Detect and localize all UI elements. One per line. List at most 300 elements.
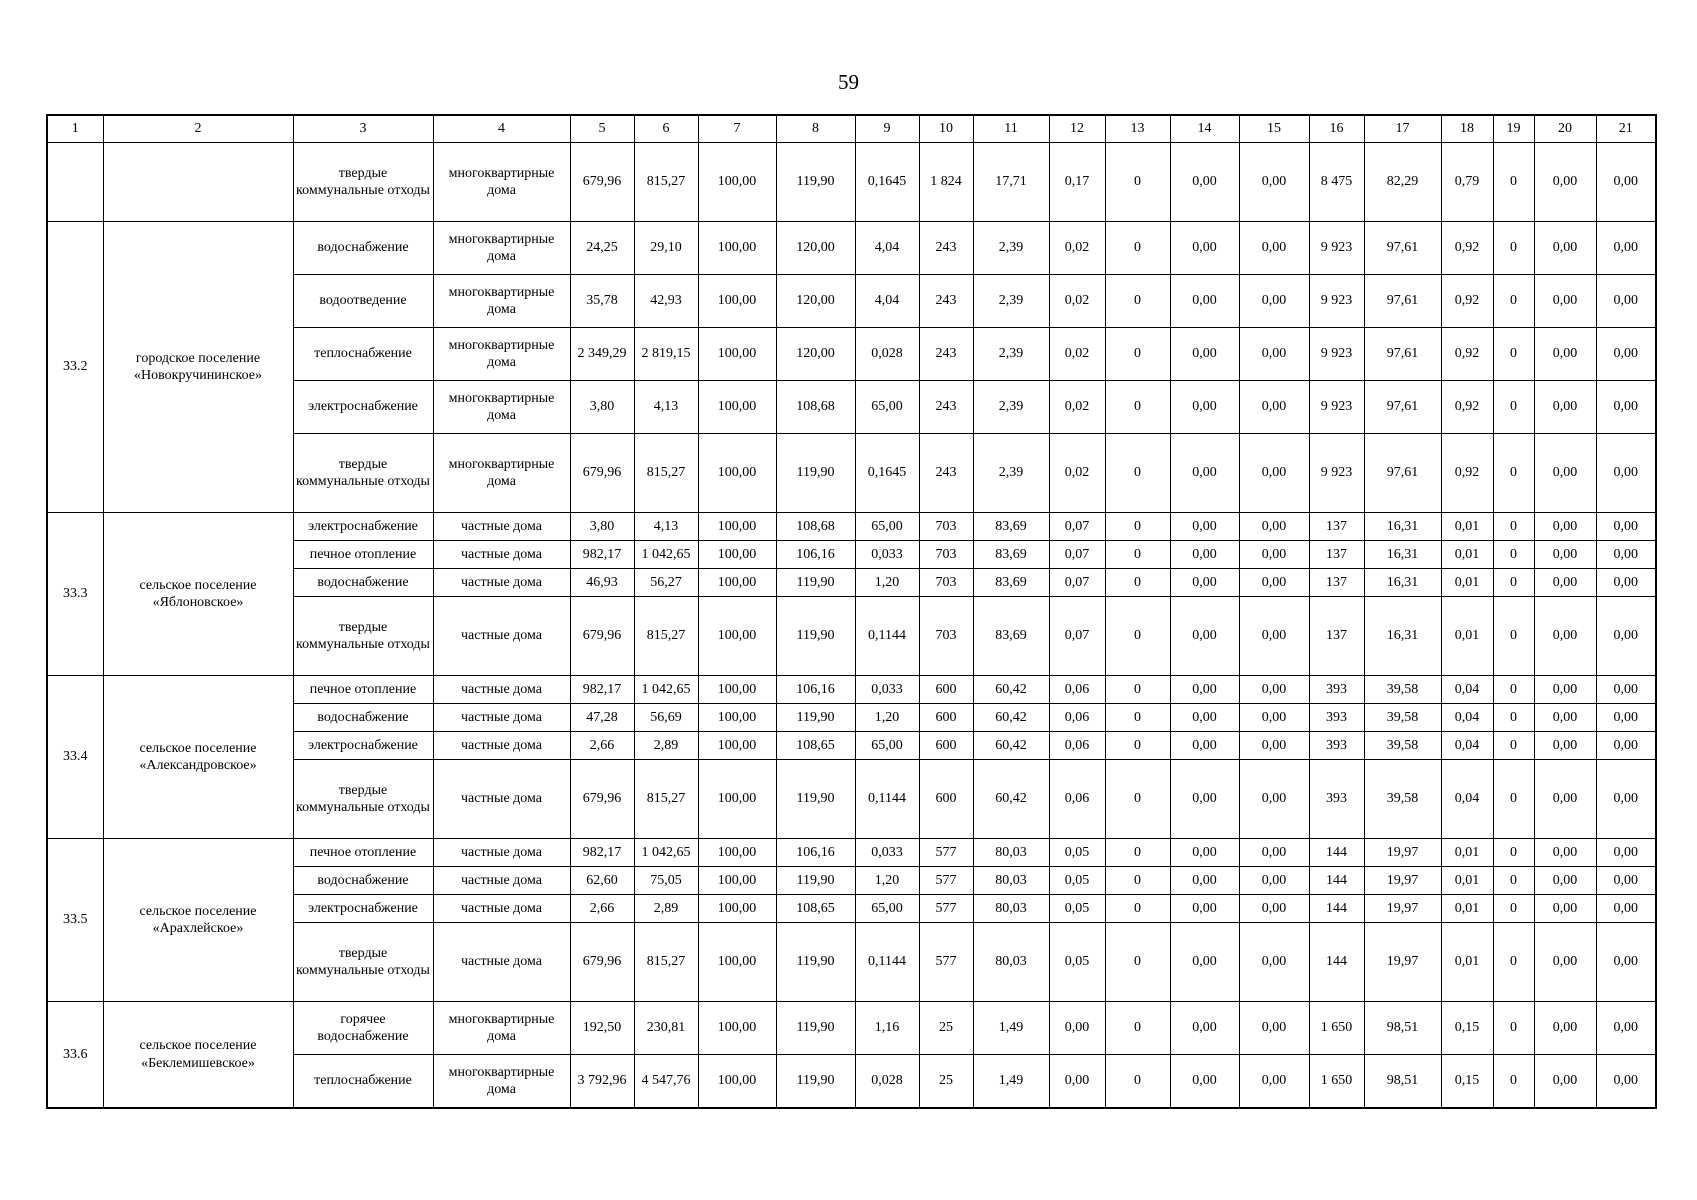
- value-cell: 0,00: [1239, 839, 1309, 867]
- housing-type-cell: частные дома: [433, 704, 570, 732]
- value-cell: 19,97: [1364, 895, 1441, 923]
- value-cell: 0: [1493, 676, 1534, 704]
- value-cell: 0: [1493, 597, 1534, 676]
- value-cell: 0,06: [1049, 704, 1105, 732]
- value-cell: 119,90: [776, 760, 855, 839]
- value-cell: 2,66: [570, 732, 634, 760]
- value-cell: 0,00: [1239, 541, 1309, 569]
- value-cell: 0: [1493, 732, 1534, 760]
- value-cell: 19,97: [1364, 923, 1441, 1002]
- value-cell: 100,00: [698, 760, 776, 839]
- column-number-cell: 18: [1441, 115, 1493, 143]
- housing-type-cell: многоквартирные дома: [433, 434, 570, 513]
- value-cell: 0,00: [1534, 704, 1596, 732]
- value-cell: 100,00: [698, 328, 776, 381]
- value-cell: 679,96: [570, 434, 634, 513]
- value-cell: 75,05: [634, 867, 698, 895]
- value-cell: 144: [1309, 867, 1364, 895]
- value-cell: 1 042,65: [634, 839, 698, 867]
- value-cell: 100,00: [698, 513, 776, 541]
- value-cell: 0,00: [1534, 676, 1596, 704]
- value-cell: 119,90: [776, 569, 855, 597]
- value-cell: 0,07: [1049, 541, 1105, 569]
- value-cell: 393: [1309, 676, 1364, 704]
- value-cell: 0,00: [1534, 1055, 1596, 1109]
- service-type-cell: электроснабжение: [293, 513, 433, 541]
- value-cell: 0,01: [1441, 839, 1493, 867]
- value-cell: 0: [1493, 222, 1534, 275]
- value-cell: 0,00: [1239, 676, 1309, 704]
- column-number-cell: 19: [1493, 115, 1534, 143]
- row-code-cell: 33.2: [47, 222, 103, 513]
- value-cell: 100,00: [698, 839, 776, 867]
- value-cell: 0,033: [855, 541, 919, 569]
- value-cell: 0: [1105, 275, 1170, 328]
- value-cell: 108,65: [776, 732, 855, 760]
- column-number-cell: 7: [698, 115, 776, 143]
- housing-type-cell: многоквартирные дома: [433, 1002, 570, 1055]
- value-cell: 0,01: [1441, 923, 1493, 1002]
- column-number-row: [47, 115, 1656, 143]
- value-cell: 0,92: [1441, 381, 1493, 434]
- value-cell: 97,61: [1364, 275, 1441, 328]
- housing-type-cell: многоквартирные дома: [433, 328, 570, 381]
- value-cell: 80,03: [973, 923, 1049, 1002]
- column-number-cell: 1: [47, 115, 103, 143]
- value-cell: 0,01: [1441, 597, 1493, 676]
- value-cell: 815,27: [634, 434, 698, 513]
- column-number-cell: 20: [1534, 115, 1596, 143]
- value-cell: 0,00: [1239, 867, 1309, 895]
- value-cell: 0,00: [1170, 222, 1239, 275]
- value-cell: 100,00: [698, 732, 776, 760]
- value-cell: 0,05: [1049, 839, 1105, 867]
- value-cell: 0: [1493, 895, 1534, 923]
- service-type-cell: теплоснабжение: [293, 328, 433, 381]
- value-cell: 0,00: [1170, 732, 1239, 760]
- value-cell: 100,00: [698, 381, 776, 434]
- value-cell: 0: [1493, 513, 1534, 541]
- value-cell: 0,00: [1534, 923, 1596, 1002]
- value-cell: 0,00: [1596, 895, 1656, 923]
- value-cell: 0: [1105, 143, 1170, 222]
- value-cell: 0,04: [1441, 760, 1493, 839]
- value-cell: 0: [1493, 1055, 1534, 1109]
- value-cell: 4 547,76: [634, 1055, 698, 1109]
- value-cell: 65,00: [855, 895, 919, 923]
- value-cell: 39,58: [1364, 732, 1441, 760]
- value-cell: 0,00: [1170, 328, 1239, 381]
- value-cell: 982,17: [570, 839, 634, 867]
- value-cell: 17,71: [973, 143, 1049, 222]
- value-cell: 703: [919, 569, 973, 597]
- housing-type-cell: многоквартирные дома: [433, 1055, 570, 1109]
- value-cell: 0,00: [1534, 328, 1596, 381]
- value-cell: 2,39: [973, 381, 1049, 434]
- housing-type-cell: многоквартирные дома: [433, 275, 570, 328]
- value-cell: 100,00: [698, 143, 776, 222]
- value-cell: 83,69: [973, 597, 1049, 676]
- value-cell: 679,96: [570, 597, 634, 676]
- column-number-cell: 10: [919, 115, 973, 143]
- value-cell: 0,04: [1441, 704, 1493, 732]
- value-cell: 119,90: [776, 867, 855, 895]
- value-cell: 2,39: [973, 275, 1049, 328]
- value-cell: 0,00: [1596, 867, 1656, 895]
- value-cell: 100,00: [698, 923, 776, 1002]
- value-cell: 0: [1105, 867, 1170, 895]
- value-cell: 0,00: [1049, 1002, 1105, 1055]
- value-cell: 0: [1493, 1002, 1534, 1055]
- value-cell: 0: [1105, 513, 1170, 541]
- value-cell: 0: [1493, 839, 1534, 867]
- value-cell: 0: [1493, 143, 1534, 222]
- value-cell: 0,02: [1049, 222, 1105, 275]
- column-number-cell: 13: [1105, 115, 1170, 143]
- housing-type-cell: частные дома: [433, 676, 570, 704]
- value-cell: 982,17: [570, 541, 634, 569]
- value-cell: 393: [1309, 732, 1364, 760]
- value-cell: 119,90: [776, 143, 855, 222]
- value-cell: 0,00: [1170, 923, 1239, 1002]
- service-type-cell: твердые коммунальные отходы: [293, 434, 433, 513]
- value-cell: 0,00: [1534, 381, 1596, 434]
- value-cell: 679,96: [570, 923, 634, 1002]
- value-cell: 83,69: [973, 513, 1049, 541]
- value-cell: 0,00: [1534, 1002, 1596, 1055]
- value-cell: 0,02: [1049, 328, 1105, 381]
- value-cell: 19,97: [1364, 867, 1441, 895]
- housing-type-cell: частные дома: [433, 569, 570, 597]
- settlement-name-cell: [103, 143, 293, 222]
- value-cell: 4,04: [855, 222, 919, 275]
- value-cell: 0,00: [1239, 1055, 1309, 1109]
- value-cell: 97,61: [1364, 222, 1441, 275]
- value-cell: 0,00: [1170, 1002, 1239, 1055]
- value-cell: 0,1144: [855, 923, 919, 1002]
- value-cell: 0,00: [1534, 760, 1596, 839]
- value-cell: 97,61: [1364, 328, 1441, 381]
- value-cell: 0,00: [1170, 839, 1239, 867]
- value-cell: 4,13: [634, 381, 698, 434]
- value-cell: 0,028: [855, 328, 919, 381]
- value-cell: 0: [1105, 732, 1170, 760]
- value-cell: 60,42: [973, 676, 1049, 704]
- value-cell: 0,00: [1596, 143, 1656, 222]
- table-row: [47, 513, 1656, 541]
- service-type-cell: твердые коммунальные отходы: [293, 760, 433, 839]
- service-type-cell: печное отопление: [293, 839, 433, 867]
- value-cell: 0,01: [1441, 895, 1493, 923]
- value-cell: 0,00: [1596, 434, 1656, 513]
- column-number-cell: 14: [1170, 115, 1239, 143]
- value-cell: 0,00: [1596, 569, 1656, 597]
- value-cell: 100,00: [698, 704, 776, 732]
- value-cell: 98,51: [1364, 1002, 1441, 1055]
- value-cell: 56,27: [634, 569, 698, 597]
- value-cell: 25: [919, 1055, 973, 1109]
- value-cell: 393: [1309, 760, 1364, 839]
- value-cell: 0,00: [1170, 541, 1239, 569]
- value-cell: 0,00: [1534, 541, 1596, 569]
- value-cell: 0,00: [1534, 569, 1596, 597]
- value-cell: 2,39: [973, 222, 1049, 275]
- value-cell: 0,01: [1441, 569, 1493, 597]
- value-cell: 0,1144: [855, 597, 919, 676]
- value-cell: 0,00: [1170, 676, 1239, 704]
- value-cell: 703: [919, 541, 973, 569]
- value-cell: 83,69: [973, 569, 1049, 597]
- value-cell: 0: [1105, 328, 1170, 381]
- value-cell: 0: [1493, 760, 1534, 839]
- value-cell: 393: [1309, 704, 1364, 732]
- value-cell: 80,03: [973, 895, 1049, 923]
- value-cell: 0,00: [1534, 222, 1596, 275]
- value-cell: 243: [919, 222, 973, 275]
- value-cell: 3 792,96: [570, 1055, 634, 1109]
- value-cell: 0,15: [1441, 1055, 1493, 1109]
- value-cell: 0,01: [1441, 867, 1493, 895]
- column-number-cell: 16: [1309, 115, 1364, 143]
- settlement-name-cell: сельское поселение «Беклемишевское»: [103, 1002, 293, 1109]
- value-cell: 0,00: [1534, 143, 1596, 222]
- table-row: [47, 143, 1656, 222]
- value-cell: 100,00: [698, 1002, 776, 1055]
- value-cell: 0,00: [1596, 513, 1656, 541]
- value-cell: 577: [919, 923, 973, 1002]
- value-cell: 100,00: [698, 541, 776, 569]
- value-cell: 0,00: [1534, 434, 1596, 513]
- value-cell: 0: [1493, 923, 1534, 1002]
- value-cell: 0,1144: [855, 760, 919, 839]
- value-cell: 0,01: [1441, 513, 1493, 541]
- value-cell: 106,16: [776, 676, 855, 704]
- column-number-cell: 2: [103, 115, 293, 143]
- value-cell: 0,00: [1239, 895, 1309, 923]
- value-cell: 120,00: [776, 328, 855, 381]
- value-cell: 97,61: [1364, 434, 1441, 513]
- value-cell: 0,00: [1534, 895, 1596, 923]
- value-cell: 1,49: [973, 1055, 1049, 1109]
- table-row: [47, 839, 1656, 867]
- settlement-name-cell: сельское поселение «Арахлейское»: [103, 839, 293, 1002]
- value-cell: 137: [1309, 541, 1364, 569]
- value-cell: 62,60: [570, 867, 634, 895]
- service-type-cell: твердые коммунальные отходы: [293, 143, 433, 222]
- value-cell: 1,20: [855, 867, 919, 895]
- value-cell: 1 042,65: [634, 541, 698, 569]
- value-cell: 39,58: [1364, 676, 1441, 704]
- value-cell: 100,00: [698, 569, 776, 597]
- housing-type-cell: частные дома: [433, 867, 570, 895]
- value-cell: 98,51: [1364, 1055, 1441, 1109]
- value-cell: 1,16: [855, 1002, 919, 1055]
- value-cell: 0,00: [1596, 839, 1656, 867]
- value-cell: 42,93: [634, 275, 698, 328]
- column-number-cell: 9: [855, 115, 919, 143]
- value-cell: 0,00: [1239, 143, 1309, 222]
- column-number-cell: 11: [973, 115, 1049, 143]
- value-cell: 100,00: [698, 597, 776, 676]
- value-cell: 577: [919, 839, 973, 867]
- value-cell: 0,00: [1596, 381, 1656, 434]
- value-cell: 2,89: [634, 895, 698, 923]
- value-cell: 679,96: [570, 760, 634, 839]
- value-cell: 0,00: [1170, 381, 1239, 434]
- value-cell: 0: [1105, 1055, 1170, 1109]
- value-cell: 9 923: [1309, 434, 1364, 513]
- value-cell: 243: [919, 275, 973, 328]
- value-cell: 0,033: [855, 839, 919, 867]
- value-cell: 0,02: [1049, 381, 1105, 434]
- value-cell: 19,97: [1364, 839, 1441, 867]
- value-cell: 0,00: [1596, 597, 1656, 676]
- row-code-cell: 33.6: [47, 1002, 103, 1109]
- value-cell: 0,00: [1239, 434, 1309, 513]
- value-cell: 144: [1309, 839, 1364, 867]
- table-row: [47, 1002, 1656, 1055]
- value-cell: 2,39: [973, 328, 1049, 381]
- housing-type-cell: многоквартирные дома: [433, 381, 570, 434]
- value-cell: 0,00: [1239, 328, 1309, 381]
- value-cell: 0: [1105, 760, 1170, 839]
- value-cell: 4,04: [855, 275, 919, 328]
- value-cell: 0,06: [1049, 676, 1105, 704]
- value-cell: 0,05: [1049, 867, 1105, 895]
- settlement-name-cell: городское поселение «Новокручининское»: [103, 222, 293, 513]
- value-cell: 0,00: [1534, 597, 1596, 676]
- value-cell: 815,27: [634, 923, 698, 1002]
- service-type-cell: теплоснабжение: [293, 1055, 433, 1109]
- value-cell: 16,31: [1364, 569, 1441, 597]
- value-cell: 0,00: [1239, 381, 1309, 434]
- value-cell: 108,68: [776, 513, 855, 541]
- value-cell: 0,00: [1534, 867, 1596, 895]
- column-number-cell: 5: [570, 115, 634, 143]
- value-cell: 600: [919, 704, 973, 732]
- value-cell: 0,00: [1534, 839, 1596, 867]
- value-cell: 119,90: [776, 704, 855, 732]
- value-cell: 2,39: [973, 434, 1049, 513]
- value-cell: 9 923: [1309, 275, 1364, 328]
- value-cell: 0,04: [1441, 732, 1493, 760]
- value-cell: 0,00: [1596, 760, 1656, 839]
- housing-type-cell: частные дома: [433, 923, 570, 1002]
- value-cell: 0,05: [1049, 895, 1105, 923]
- value-cell: 100,00: [698, 275, 776, 328]
- value-cell: 0,00: [1170, 513, 1239, 541]
- table-row: [47, 676, 1656, 704]
- column-number-cell: 15: [1239, 115, 1309, 143]
- value-cell: 0,04: [1441, 676, 1493, 704]
- value-cell: 80,03: [973, 839, 1049, 867]
- value-cell: 0: [1105, 381, 1170, 434]
- value-cell: 16,31: [1364, 597, 1441, 676]
- value-cell: 137: [1309, 569, 1364, 597]
- value-cell: 815,27: [634, 143, 698, 222]
- value-cell: 0,00: [1239, 222, 1309, 275]
- value-cell: 0,00: [1596, 1055, 1656, 1109]
- value-cell: 100,00: [698, 434, 776, 513]
- value-cell: 243: [919, 434, 973, 513]
- value-cell: 60,42: [973, 760, 1049, 839]
- service-type-cell: электроснабжение: [293, 895, 433, 923]
- value-cell: 0: [1493, 704, 1534, 732]
- value-cell: 119,90: [776, 434, 855, 513]
- value-cell: 0,00: [1170, 143, 1239, 222]
- value-cell: 106,16: [776, 839, 855, 867]
- value-cell: 0,00: [1596, 1002, 1656, 1055]
- value-cell: 137: [1309, 513, 1364, 541]
- value-cell: 0: [1105, 895, 1170, 923]
- service-type-cell: водоснабжение: [293, 704, 433, 732]
- value-cell: 106,16: [776, 541, 855, 569]
- service-type-cell: водоснабжение: [293, 867, 433, 895]
- value-cell: 0,00: [1239, 1002, 1309, 1055]
- housing-type-cell: частные дома: [433, 541, 570, 569]
- value-cell: 0,92: [1441, 275, 1493, 328]
- settlement-name-cell: сельское поселение «Александровское»: [103, 676, 293, 839]
- value-cell: 0,00: [1170, 597, 1239, 676]
- value-cell: 137: [1309, 597, 1364, 676]
- value-cell: 9 923: [1309, 222, 1364, 275]
- value-cell: 1 824: [919, 143, 973, 222]
- value-cell: 0: [1105, 541, 1170, 569]
- value-cell: 0: [1493, 867, 1534, 895]
- housing-type-cell: частные дома: [433, 839, 570, 867]
- housing-type-cell: многоквартирные дома: [433, 143, 570, 222]
- value-cell: 2 349,29: [570, 328, 634, 381]
- housing-type-cell: частные дома: [433, 597, 570, 676]
- value-cell: 29,10: [634, 222, 698, 275]
- value-cell: 0,00: [1170, 275, 1239, 328]
- value-cell: 82,29: [1364, 143, 1441, 222]
- value-cell: 120,00: [776, 275, 855, 328]
- page-number: 59: [838, 70, 859, 94]
- column-number-cell: 17: [1364, 115, 1441, 143]
- value-cell: 703: [919, 597, 973, 676]
- settlement-name-cell: сельское поселение «Яблоновское»: [103, 513, 293, 676]
- value-cell: 0,92: [1441, 434, 1493, 513]
- value-cell: 144: [1309, 923, 1364, 1002]
- value-cell: 703: [919, 513, 973, 541]
- value-cell: 60,42: [973, 732, 1049, 760]
- value-cell: 0: [1105, 676, 1170, 704]
- value-cell: 39,58: [1364, 760, 1441, 839]
- value-cell: 600: [919, 760, 973, 839]
- value-cell: 0,07: [1049, 597, 1105, 676]
- row-code-cell: 33.3: [47, 513, 103, 676]
- service-type-cell: электроснабжение: [293, 732, 433, 760]
- value-cell: 100,00: [698, 867, 776, 895]
- value-cell: 0,02: [1049, 275, 1105, 328]
- value-cell: 0: [1105, 569, 1170, 597]
- value-cell: 119,90: [776, 597, 855, 676]
- value-cell: 230,81: [634, 1002, 698, 1055]
- value-cell: 0: [1105, 222, 1170, 275]
- value-cell: 0,00: [1596, 275, 1656, 328]
- value-cell: 0,1645: [855, 143, 919, 222]
- value-cell: 0,00: [1239, 597, 1309, 676]
- value-cell: 108,68: [776, 381, 855, 434]
- value-cell: 65,00: [855, 381, 919, 434]
- value-cell: 0,00: [1534, 513, 1596, 541]
- value-cell: 56,69: [634, 704, 698, 732]
- value-cell: 600: [919, 676, 973, 704]
- housing-type-cell: многоквартирные дома: [433, 222, 570, 275]
- value-cell: 0,79: [1441, 143, 1493, 222]
- service-type-cell: водоснабжение: [293, 569, 433, 597]
